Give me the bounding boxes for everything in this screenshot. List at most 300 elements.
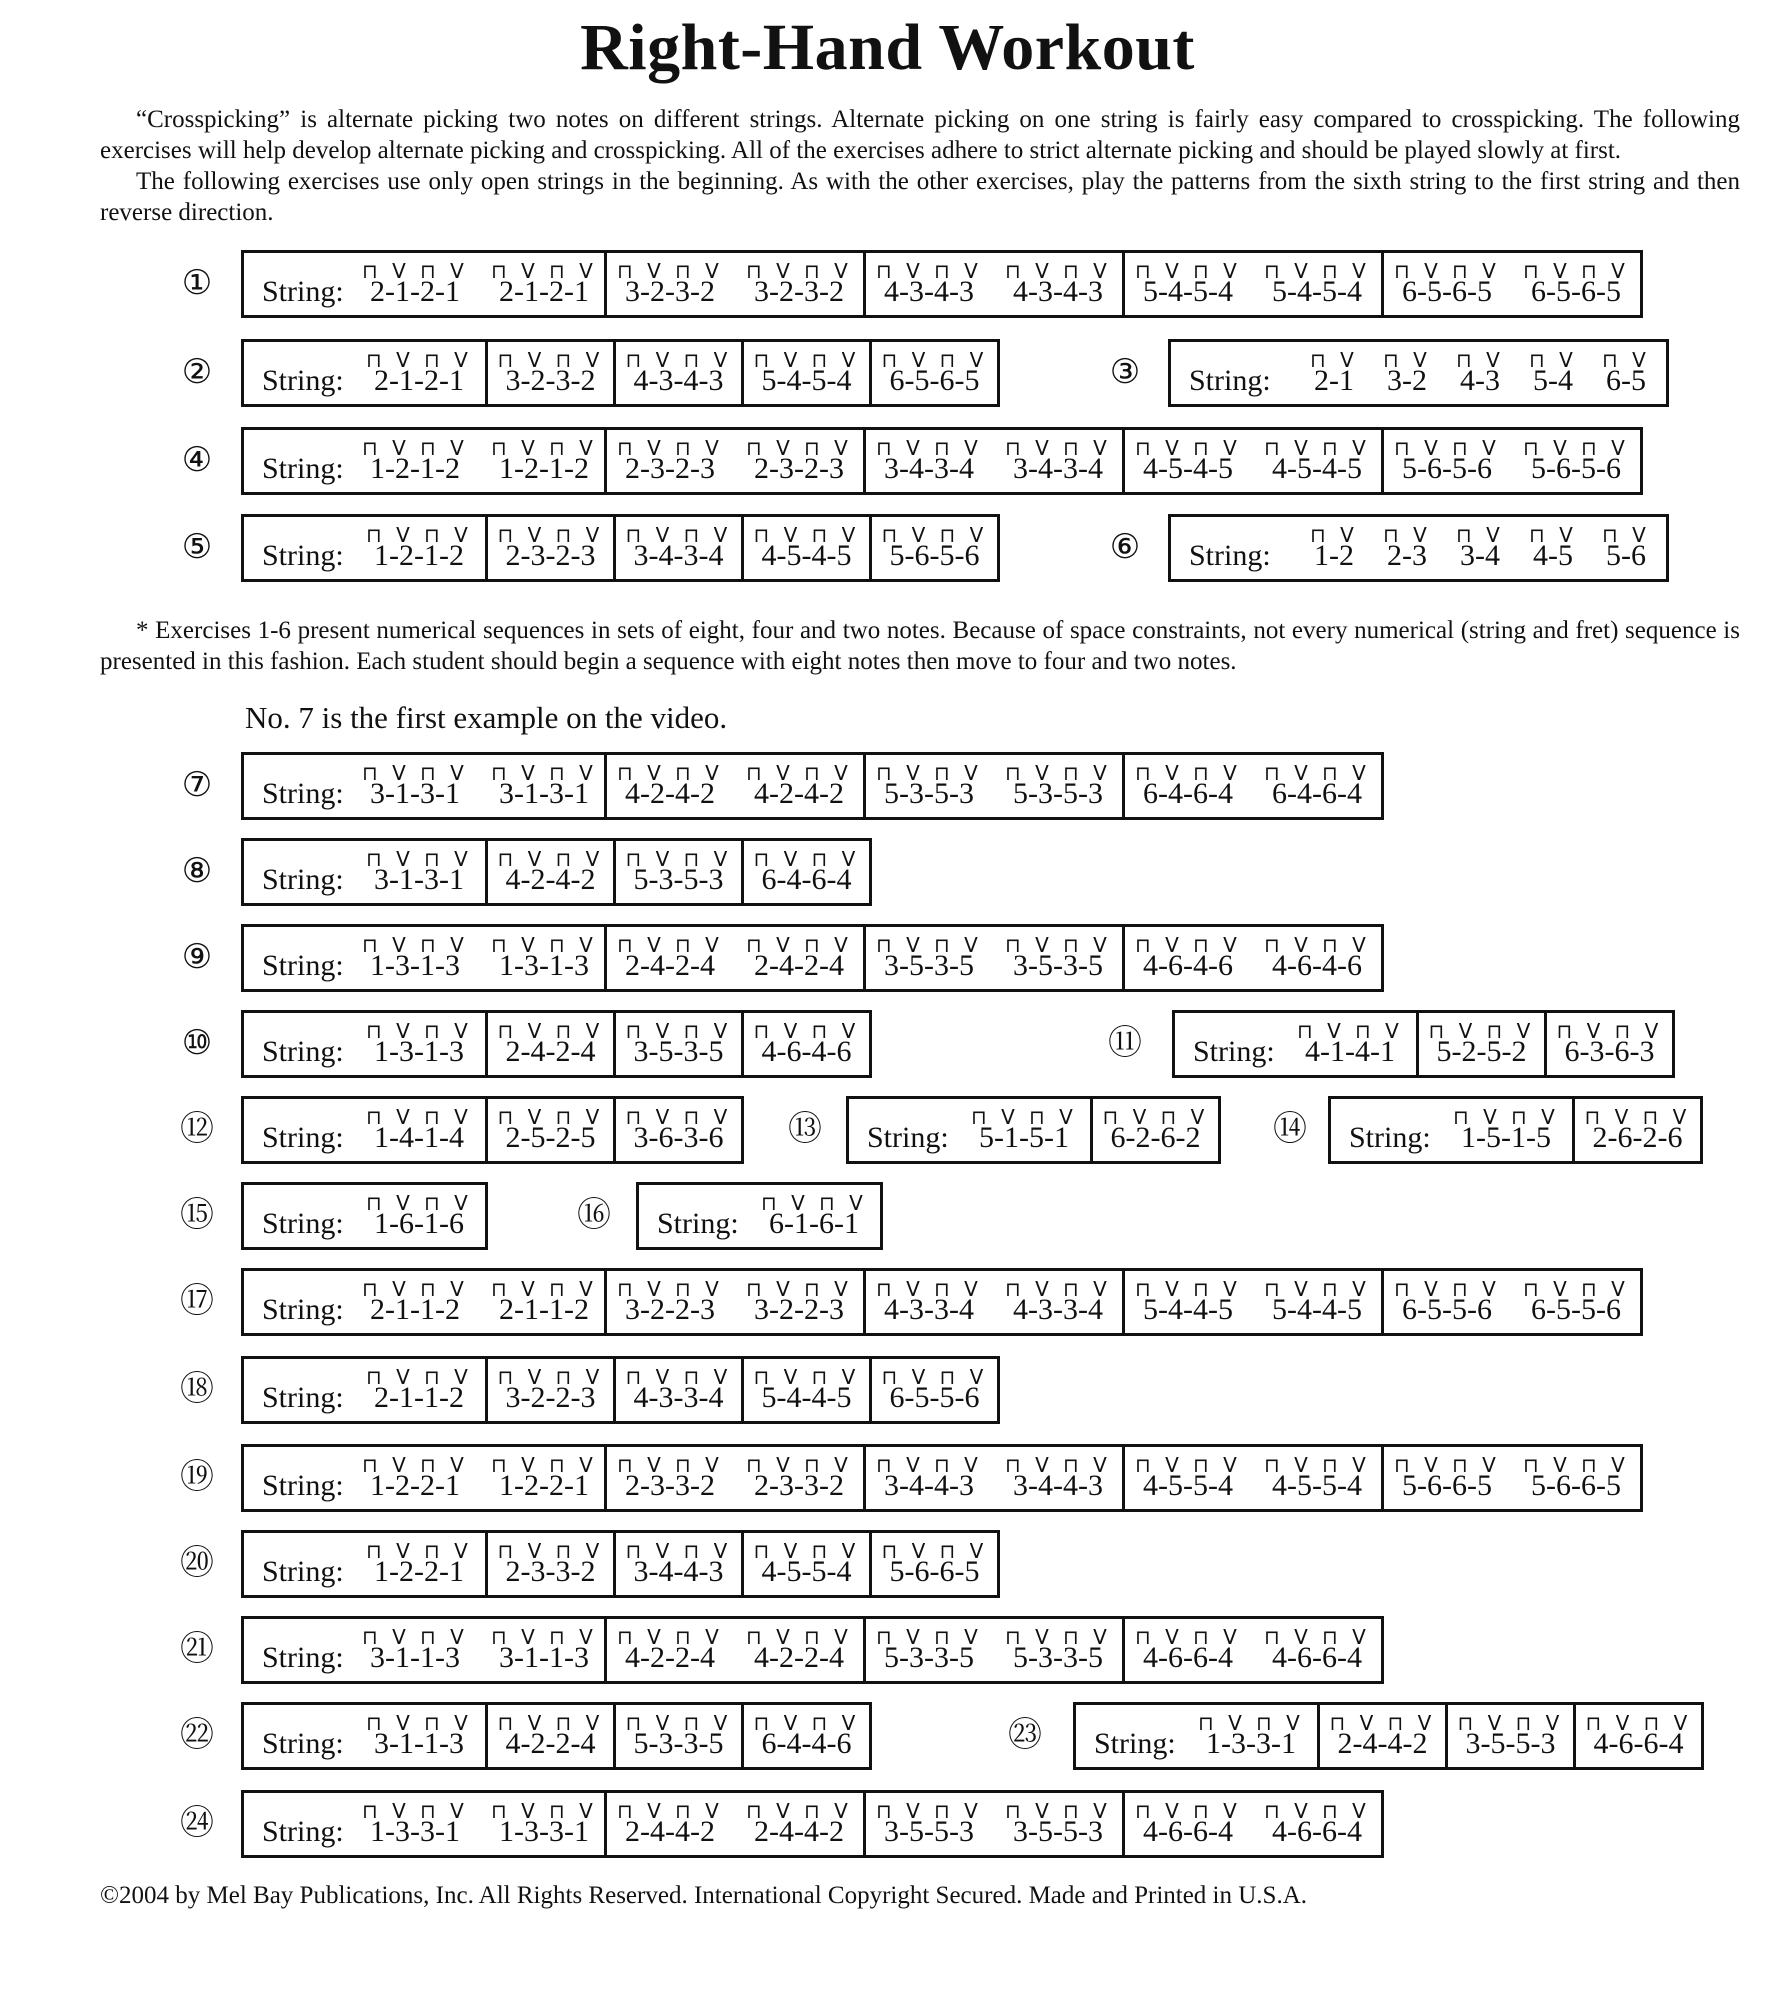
pick-direction-icon: ⊓ V ⊓ V <box>881 1539 988 1563</box>
note-group <box>356 1447 474 1509</box>
exercise-cell <box>613 1359 741 1421</box>
note-group <box>998 755 1118 817</box>
exercise-cell <box>485 1359 613 1421</box>
note-group <box>488 1099 613 1161</box>
pick-direction-icon: ⊓ V ⊓ V <box>753 1365 860 1389</box>
string-sequence: 1-2-1-2 <box>499 452 589 485</box>
note-group <box>998 253 1118 315</box>
exercise-number: ㉔ <box>180 1805 214 1842</box>
exercise-cell <box>1076 1705 1317 1767</box>
pick-direction-icon: ⊓ V ⊓ V <box>1005 1625 1111 1649</box>
exercise-cell <box>604 1447 863 1509</box>
string-label: String: <box>262 1381 344 1414</box>
string-sequence: 6-3-6-3 <box>1564 1035 1655 1068</box>
note-group <box>1257 1271 1377 1333</box>
pick-direction-icon: ⊓ V ⊓ V <box>876 259 982 283</box>
pick-direction-icon: ⊓ V ⊓ V <box>497 1539 604 1563</box>
exercise-number: ① <box>181 265 213 302</box>
string-sequence: 1-3-3-1 <box>370 1815 460 1848</box>
string-sequence: 1-2-1-2 <box>374 539 464 572</box>
string-sequence: 5-6-5-6 <box>889 539 980 572</box>
note-group <box>869 1271 989 1333</box>
note-group <box>488 1705 613 1767</box>
string-sequence: 5-4-5-4 <box>761 364 852 397</box>
pick-direction-icon: ⊓ V ⊓ V <box>746 436 852 460</box>
exercise-box <box>241 1010 872 1078</box>
note-group <box>1518 517 1588 579</box>
note-group <box>356 517 482 579</box>
exercise-number: ⑤ <box>181 529 213 566</box>
string-sequence: 3-4-4-3 <box>1013 1469 1103 1502</box>
exercise-cell <box>1171 342 1666 404</box>
exercise-number: ⑯ <box>577 1197 611 1234</box>
string-sequence: 2-3 <box>1387 539 1427 572</box>
string-label: String: <box>262 452 344 485</box>
pick-direction-icon: ⊓ V ⊓ V <box>746 1277 852 1301</box>
note-group <box>1419 1013 1544 1075</box>
exercise-cell <box>1122 927 1381 989</box>
exercise-box <box>241 1444 1643 1512</box>
string-label: String: <box>262 1035 344 1068</box>
note-group <box>356 841 482 903</box>
pick-direction-icon: ⊓ V ⊓ V <box>1394 259 1500 283</box>
string-sequence: 3-2-2-3 <box>754 1293 844 1326</box>
string-sequence: 6-5-5-6 <box>1402 1293 1492 1326</box>
pick-direction-icon: ⊓ V ⊓ V <box>625 1711 732 1735</box>
exercise-box <box>1168 339 1669 407</box>
string-label: String: <box>262 364 344 397</box>
pick-direction-icon: ⊓ V ⊓ V <box>366 847 472 871</box>
pick-direction-icon: ⊓ V ⊓ V <box>1264 436 1370 460</box>
string-label: String: <box>262 1727 344 1760</box>
note-group <box>485 1793 603 1855</box>
pick-direction-icon: ⊓ V ⊓ V <box>1264 1625 1370 1649</box>
note-group <box>488 1013 613 1075</box>
note-group <box>998 1619 1118 1681</box>
string-sequence: 6-4-6-4 <box>1143 777 1233 810</box>
string-sequence: 6-4-6-4 <box>1272 777 1362 810</box>
string-sequence: 3-1-3-1 <box>499 777 589 810</box>
string-sequence: 2-3-3-2 <box>754 1469 844 1502</box>
string-sequence: 5-3-5-3 <box>884 777 974 810</box>
pick-direction-icon: ⊓ V ⊓ V <box>1135 761 1241 785</box>
note-group <box>1299 517 1369 579</box>
string-sequence: 1-2-2-1 <box>374 1555 464 1588</box>
pick-direction-icon: ⊓ V ⊓ V <box>1523 1453 1629 1477</box>
pick-direction-icon: ⊓ V ⊓ V <box>1135 436 1241 460</box>
note-group <box>1372 517 1442 579</box>
pick-direction-icon: ⊓ V ⊓ V <box>1135 1799 1241 1823</box>
exercise-cell <box>741 1705 869 1767</box>
string-sequence: 4-5-5-4 <box>1143 1469 1233 1502</box>
pick-direction-icon: ⊓ V ⊓ V <box>761 1191 867 1215</box>
string-sequence: 5-6-5-6 <box>1402 452 1492 485</box>
pick-direction-icon: ⊓ V ⊓ V <box>617 259 723 283</box>
note-group <box>1287 1013 1413 1075</box>
note-group <box>616 517 741 579</box>
exercise-number: ④ <box>181 442 213 479</box>
pick-direction-icon: ⊓ V ⊓ V <box>625 847 732 871</box>
pick-direction-icon: ⊓ V ⊓ V <box>1264 1799 1370 1823</box>
exercise-cell <box>244 1013 485 1075</box>
exercise-number: ③ <box>1109 354 1141 391</box>
exercise-cell <box>741 841 869 903</box>
exercise-cell <box>1381 253 1640 315</box>
exercise-cell <box>244 517 485 579</box>
exercise-cell <box>741 342 869 404</box>
string-sequence: 2-3-3-2 <box>625 1469 715 1502</box>
note-group <box>610 1447 730 1509</box>
string-sequence: 3-4-4-3 <box>633 1555 724 1588</box>
note-group <box>356 342 482 404</box>
note-group <box>872 1533 997 1595</box>
string-sequence: 6-5-6-5 <box>889 364 980 397</box>
exercise-cell <box>604 253 863 315</box>
note-group <box>356 430 474 492</box>
pick-direction-icon: ⊓ V ⊓ V <box>617 761 723 785</box>
string-sequence: 3-2-2-3 <box>625 1293 715 1326</box>
string-sequence: 2-1-2-1 <box>370 275 460 308</box>
string-sequence: 1-3-1-3 <box>499 949 589 982</box>
pick-direction-icon: ⊓ V ⊓ V <box>362 761 468 785</box>
pick-direction-icon: ⊓ V ⊓ V <box>753 847 860 871</box>
string-label: String: <box>262 1555 344 1588</box>
pick-direction-icon: ⊓ V ⊓ V <box>1198 1711 1304 1735</box>
pick-direction-icon: ⊓ V ⊓ V <box>1005 1799 1111 1823</box>
pick-direction-icon: ⊓ V ⊓ V <box>617 1277 723 1301</box>
pick-direction-icon: ⊓ V ⊓ V <box>625 1539 732 1563</box>
string-sequence: 4-6-6-4 <box>1143 1641 1233 1674</box>
exercise-number: ⑮ <box>180 1197 214 1234</box>
note-group <box>872 517 997 579</box>
exercise-number: ⑱ <box>180 1371 214 1408</box>
exercise-box <box>241 339 1000 407</box>
string-sequence: 2-1-1-2 <box>499 1293 589 1326</box>
exercise-cell <box>869 517 997 579</box>
exercise-cell <box>244 253 604 315</box>
string-sequence: 4-5-4-5 <box>761 539 852 572</box>
string-sequence: 3-1-1-3 <box>499 1641 589 1674</box>
note-group <box>1128 1793 1248 1855</box>
string-sequence: 4-2-4-2 <box>754 777 844 810</box>
pick-direction-icon: ⊓ V ⊓ V <box>625 1365 732 1389</box>
note-group <box>1257 1619 1377 1681</box>
string-sequence: 6-1-6-1 <box>769 1207 859 1240</box>
note-group <box>356 1013 482 1075</box>
exercise-cell <box>741 1359 869 1421</box>
note-group <box>356 1533 482 1595</box>
exercise-cell <box>863 755 1122 817</box>
note-group <box>869 1447 989 1509</box>
exercise-box <box>846 1096 1221 1164</box>
pick-direction-icon: ⊓ V ⊓ V <box>1297 1019 1403 1043</box>
string-label: String: <box>1094 1727 1176 1760</box>
exercise-box <box>241 427 1643 495</box>
note-group <box>1128 1447 1248 1509</box>
note-group <box>1257 253 1377 315</box>
exercise-box <box>241 924 1384 992</box>
pick-direction-icon: ⊓ V ⊓ V <box>625 1019 732 1043</box>
exercise-cell <box>613 517 741 579</box>
string-sequence: 4-6-4-6 <box>1143 949 1233 982</box>
string-sequence: 1-3-1-3 <box>370 949 460 982</box>
pick-direction-icon: ⊓ V ⊓ V <box>1135 933 1241 957</box>
exercise-cell <box>604 1271 863 1333</box>
pick-direction-icon: ⊓ V ⊓ V <box>617 933 723 957</box>
pick-direction-icon: ⊓ V <box>1529 523 1577 547</box>
exercise-cell <box>1416 1013 1544 1075</box>
exercise-number: ⑰ <box>180 1283 214 1320</box>
note-group <box>869 430 989 492</box>
pick-direction-icon: ⊓ V ⊓ V <box>1394 436 1500 460</box>
note-group <box>961 1099 1087 1161</box>
string-sequence: 5-4-5-4 <box>1272 275 1362 308</box>
string-sequence: 5-6-6-5 <box>889 1555 980 1588</box>
exercise-cell <box>1122 1271 1381 1333</box>
pick-direction-icon: ⊓ V ⊓ V <box>617 436 723 460</box>
string-sequence: 5-6 <box>1606 539 1646 572</box>
note-group <box>356 1705 482 1767</box>
note-group <box>744 841 869 903</box>
pick-direction-icon: ⊓ V ⊓ V <box>362 259 468 283</box>
string-sequence: 3-5-3-5 <box>884 949 974 982</box>
string-label: String: <box>1193 1035 1275 1068</box>
pick-direction-icon: ⊓ V ⊓ V <box>491 436 597 460</box>
pick-direction-icon: ⊓ V ⊓ V <box>366 523 472 547</box>
string-sequence: 4-6-4-6 <box>1272 949 1362 982</box>
exercise-cell <box>863 253 1122 315</box>
string-sequence: 4-3-3-4 <box>633 1381 724 1414</box>
pick-direction-icon: ⊓ V <box>1310 523 1358 547</box>
exercise-cell <box>244 1533 485 1595</box>
exercise-cell <box>244 1705 485 1767</box>
string-sequence: 2-4-2-4 <box>505 1035 596 1068</box>
string-sequence: 2-1-1-2 <box>374 1381 464 1414</box>
string-sequence: 4-6-6-4 <box>1272 1815 1362 1848</box>
string-sequence: 3-2 <box>1387 364 1427 397</box>
pick-direction-icon: ⊓ V ⊓ V <box>1264 933 1370 957</box>
note-group <box>616 1705 741 1767</box>
pick-direction-icon: ⊓ V ⊓ V <box>362 933 468 957</box>
note-group <box>488 1533 613 1595</box>
pick-direction-icon: ⊓ V ⊓ V <box>366 1365 472 1389</box>
pick-direction-icon: ⊓ V <box>1529 348 1577 372</box>
note-group <box>1547 1013 1672 1075</box>
exercise-number: ⑪ <box>1108 1025 1142 1062</box>
pick-direction-icon: ⊓ V <box>1456 348 1504 372</box>
string-sequence: 3-5-5-3 <box>1465 1727 1556 1760</box>
string-sequence: 4-3-3-4 <box>1013 1293 1103 1326</box>
note-group <box>744 517 869 579</box>
exercise-box <box>241 1702 872 1770</box>
string-sequence: 5-1-5-1 <box>979 1121 1069 1154</box>
string-sequence: 2-3-2-3 <box>754 452 844 485</box>
note-group <box>356 1359 482 1421</box>
string-sequence: 2-4-2-4 <box>754 949 844 982</box>
pick-direction-icon: ⊓ V ⊓ V <box>1005 933 1111 957</box>
note-group <box>1387 430 1507 492</box>
pick-direction-icon: ⊓ V ⊓ V <box>1264 259 1370 283</box>
string-sequence: 2-4-4-2 <box>625 1815 715 1848</box>
exercise-number: ⑩ <box>181 1025 213 1062</box>
exercise-cell <box>863 1271 1122 1333</box>
string-sequence: 6-2-6-2 <box>1110 1121 1201 1154</box>
exercise-number: ㉒ <box>180 1717 214 1754</box>
exercise-cell <box>1317 1705 1445 1767</box>
string-label: String: <box>867 1121 949 1154</box>
exercise-cell <box>485 1013 613 1075</box>
string-sequence: 3-2-3-2 <box>505 364 596 397</box>
exercise-cell <box>485 342 613 404</box>
string-sequence: 2-3-3-2 <box>505 1555 596 1588</box>
string-sequence: 4-6-6-4 <box>1272 1641 1362 1674</box>
note-group <box>1516 1271 1636 1333</box>
exercise-cell <box>613 1705 741 1767</box>
exercise-number: ⑲ <box>180 1459 214 1496</box>
exercise-cell <box>604 1793 863 1855</box>
exercise-box <box>1172 1010 1675 1078</box>
note-group <box>1516 253 1636 315</box>
pick-direction-icon: ⊓ V ⊓ V <box>366 1191 472 1215</box>
pick-direction-icon: ⊓ V ⊓ V <box>1523 259 1629 283</box>
pick-direction-icon: ⊓ V ⊓ V <box>625 1105 732 1129</box>
pick-direction-icon: ⊓ V <box>1602 348 1650 372</box>
pick-direction-icon: ⊓ V ⊓ V <box>753 1539 860 1563</box>
string-label: String: <box>262 539 344 572</box>
string-label: String: <box>1349 1121 1431 1154</box>
exercise-cell <box>485 1705 613 1767</box>
pick-direction-icon: ⊓ V ⊓ V <box>366 1105 472 1129</box>
exercise-cell <box>863 1619 1122 1681</box>
pick-direction-icon: ⊓ V ⊓ V <box>746 1625 852 1649</box>
pick-direction-icon: ⊓ V ⊓ V <box>881 348 988 372</box>
string-label: String: <box>262 275 344 308</box>
exercise-cell <box>244 1271 604 1333</box>
string-sequence: 4-2-2-4 <box>754 1641 844 1674</box>
pick-direction-icon: ⊓ V ⊓ V <box>876 1277 982 1301</box>
pick-direction-icon: ⊓ V ⊓ V <box>497 1105 604 1129</box>
page-title: Right-Hand Workout <box>580 11 1195 84</box>
string-sequence: 1-3-3-1 <box>499 1815 589 1848</box>
exercise-box <box>241 1616 1384 1684</box>
note-group <box>1387 1271 1507 1333</box>
note-group <box>744 342 869 404</box>
footnote <box>100 615 1740 677</box>
pick-direction-icon: ⊓ V <box>1602 523 1650 547</box>
exercise-box <box>241 250 1643 318</box>
pick-direction-icon: ⊓ V ⊓ V <box>753 1019 860 1043</box>
pick-direction-icon: ⊓ V ⊓ V <box>366 348 472 372</box>
string-sequence: 6-5-5-6 <box>889 1381 980 1414</box>
pick-direction-icon: ⊓ V ⊓ V <box>491 259 597 283</box>
pick-direction-icon: ⊓ V ⊓ V <box>362 1799 468 1823</box>
string-sequence: 6-4-6-4 <box>761 863 852 896</box>
exercise-number: ② <box>181 354 213 391</box>
note-group <box>739 253 859 315</box>
string-sequence: 2-1-1-2 <box>370 1293 460 1326</box>
exercise-number: ⑨ <box>181 939 213 976</box>
pick-direction-icon: ⊓ V <box>1310 348 1358 372</box>
exercise-cell <box>1122 430 1381 492</box>
note-group <box>356 253 474 315</box>
string-sequence: 3-2-3-2 <box>625 275 715 308</box>
exercise-box <box>1328 1096 1703 1164</box>
pick-direction-icon: ⊓ V ⊓ V <box>625 348 732 372</box>
string-sequence: 4-2-2-4 <box>625 1641 715 1674</box>
pick-direction-icon: ⊓ V ⊓ V <box>491 1277 597 1301</box>
exercise-box <box>1168 514 1669 582</box>
string-sequence: 4-5-5-4 <box>761 1555 852 1588</box>
string-sequence: 4-3-3-4 <box>884 1293 974 1326</box>
exercise-number: ⑫ <box>180 1111 214 1148</box>
note-group <box>744 1013 869 1075</box>
string-sequence: 5-4-4-5 <box>761 1381 852 1414</box>
exercise-cell <box>244 430 604 492</box>
string-sequence: 2-1 <box>1314 364 1354 397</box>
string-sequence: 2-6-2-6 <box>1592 1121 1683 1154</box>
pick-direction-icon: ⊓ V ⊓ V <box>876 436 982 460</box>
string-sequence: 5-3-3-5 <box>1013 1641 1103 1674</box>
note-group <box>488 841 613 903</box>
exercise-cell <box>613 342 741 404</box>
exercise-cell <box>604 1619 863 1681</box>
string-sequence: 5-4-5-4 <box>1143 275 1233 308</box>
note-group <box>1257 430 1377 492</box>
note-group <box>610 755 730 817</box>
exercise-cell <box>863 1793 1122 1855</box>
exercise-number: ⑧ <box>181 853 213 890</box>
note-group <box>1591 517 1661 579</box>
string-label: String: <box>657 1207 739 1240</box>
exercise-cell <box>1122 253 1381 315</box>
pick-direction-icon: ⊓ V ⊓ V <box>1523 436 1629 460</box>
note-group <box>869 927 989 989</box>
exercise-cell <box>485 517 613 579</box>
string-sequence: 4-6-6-4 <box>1143 1815 1233 1848</box>
string-sequence: 3-1-3-1 <box>374 863 464 896</box>
note-group <box>1516 1447 1636 1509</box>
exercise-number: ㉓ <box>1008 1717 1042 1754</box>
note-group <box>1128 927 1248 989</box>
exercise-cell <box>1544 1013 1672 1075</box>
exercise-number: ⑬ <box>788 1111 822 1148</box>
pick-direction-icon: ⊓ V ⊓ V <box>1005 1277 1111 1301</box>
note-group <box>356 1619 474 1681</box>
note-group <box>998 1447 1118 1509</box>
note-group <box>488 1359 613 1421</box>
exercise-cell <box>613 1533 741 1595</box>
string-label: String: <box>262 863 344 896</box>
note-group <box>744 1533 869 1595</box>
note-group <box>485 253 603 315</box>
pick-direction-icon: ⊓ V ⊓ V <box>881 1365 988 1389</box>
note-group <box>872 342 997 404</box>
pick-direction-icon: ⊓ V ⊓ V <box>497 1019 604 1043</box>
exercise-cell <box>869 1359 997 1421</box>
string-sequence: 3-6-3-6 <box>633 1121 724 1154</box>
string-label: String: <box>262 1641 344 1674</box>
string-sequence: 1-4-1-4 <box>374 1121 464 1154</box>
exercise-cell <box>485 841 613 903</box>
pick-direction-icon: ⊓ V ⊓ V <box>1556 1019 1663 1043</box>
note-group <box>610 927 730 989</box>
string-sequence: 1-2-1-2 <box>370 452 460 485</box>
string-sequence: 4-5-4-5 <box>1272 452 1362 485</box>
exercise-cell <box>485 1533 613 1595</box>
note-group <box>610 1619 730 1681</box>
pick-direction-icon: ⊓ V ⊓ V <box>1523 1277 1629 1301</box>
exercise-cell <box>1122 1793 1381 1855</box>
